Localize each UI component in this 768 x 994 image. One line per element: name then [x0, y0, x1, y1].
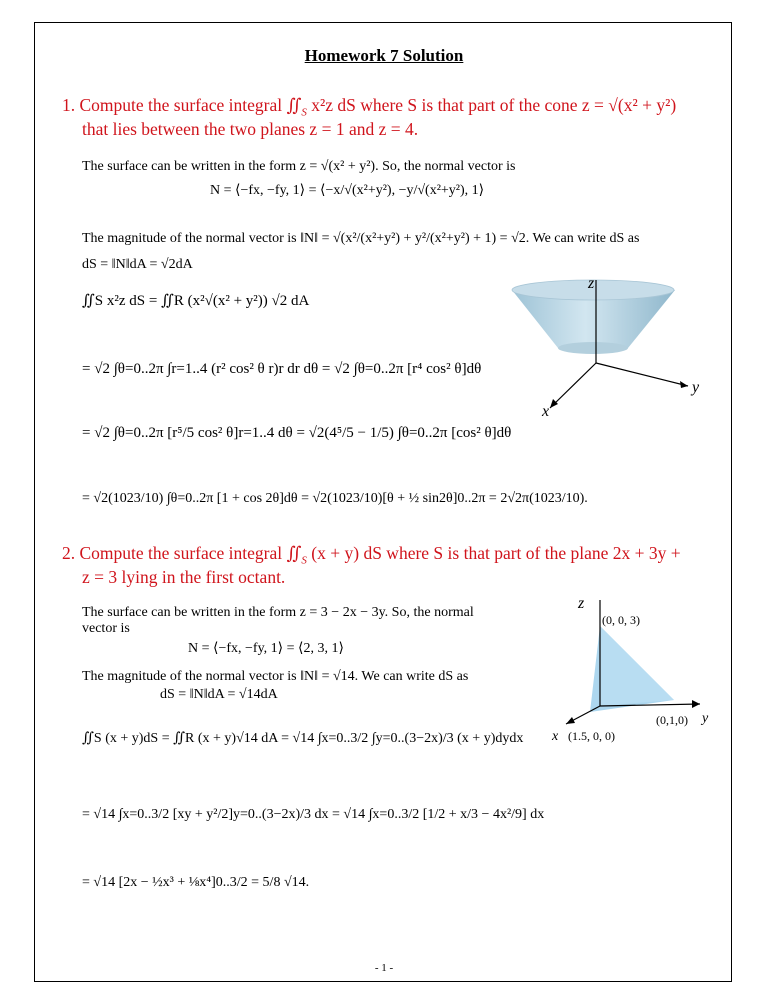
point-x-label: (1.5, 0, 0) — [568, 729, 615, 743]
problem2-ds: dS = ‖N‖dA = √14dA — [160, 687, 278, 702]
problem1-statement-a: Compute the surface integral ∬ — [79, 95, 302, 115]
problem2-number: 2. — [62, 543, 76, 563]
page-title: Homework 7 Solution — [304, 46, 464, 65]
x-axis-arrow-icon — [566, 717, 575, 724]
problem2-step3: = √14 [2x − ½x³ + ⅛x⁴]0..3/2 = 5/8 √14. — [82, 875, 310, 890]
x-axis-label: x — [542, 403, 550, 418]
point-z-label: (0, 0, 3) — [602, 613, 640, 627]
problem2-line2: vector is — [82, 621, 130, 636]
problem2-statement-c: z = 3 lying in the first octant. — [82, 567, 286, 587]
problem2-step1: ∬S (x + y)dS = ∬R (x + y)√14 dA = √14 ∫x=0..3/2 ∫y=0..(3−2x)/3 (x + y)dydx — [82, 731, 524, 746]
problem2-statement-b: (x + y) dS where S is that part of the plane 2x + 3y + — [311, 543, 681, 563]
y-axis-arrow-icon — [692, 700, 700, 708]
page-number: - 1 - — [374, 962, 394, 974]
x-axis — [550, 363, 596, 408]
cone-figure — [500, 268, 710, 418]
problem1-number: 1. — [62, 95, 76, 115]
cone-bottom-rim — [558, 342, 628, 354]
problem1-normal: N = ⟨−fx, −fy, 1⟩ = ⟨−x/√(x²+y²), −y/√(x²+y²), 1⟩ — [210, 183, 485, 198]
y-axis-arrow-icon — [680, 381, 688, 388]
problem1-statement: 1. Compute the surface integral $∬_S$ x²z dS where S is that part of the cone z = √(x² + y²) — [62, 95, 677, 119]
y-axis — [596, 363, 688, 386]
x-axis-label: x — [552, 729, 559, 744]
problem2-step2: = √14 ∫x=0..3/2 [xy + y²/2]y=0..(3−2x)/3 dx = √14 ∫x=0..3/2 [1/2 + x/3 − 4x²/9] dx — [82, 807, 545, 822]
point-y-label: (0,1,0) — [656, 713, 688, 727]
problem1-line1: The surface can be written in the form z = √(x² + y²). So, the normal vector is — [82, 159, 516, 174]
problem1-statement-c: that lies between the two planes z = 1 and z = 4. — [82, 119, 419, 139]
z-axis-label: z — [588, 275, 595, 292]
problem1-step2: = √2 ∫θ=0..2π ∫r=1..4 (r² cos² θ r)r dr dθ = √2 ∫θ=0..2π [r⁴ cos² θ]dθ — [82, 361, 482, 377]
plane-figure — [530, 590, 710, 770]
problem2-magnitude: The magnitude of the normal vector is ‖N‖ = √14. We can write dS as — [82, 669, 469, 684]
z-axis-label: z — [578, 595, 585, 612]
y-axis-label: y — [692, 379, 700, 396]
plane-side — [600, 626, 674, 706]
problem2-statement: 2. Compute the surface integral $∬_S$ (x + y) dS where S is that part of the plane 2x + 3y + — [62, 543, 681, 567]
problem1-ds: dS = ‖N‖dA = √2dA — [82, 257, 193, 272]
x-axis-arrow-icon — [550, 399, 558, 408]
problem1-step3: = √2 ∫θ=0..2π [r⁵/5 cos² θ]r=1..4 dθ = √2(4⁵/5 − 1/5) ∫θ=0..2π [cos² θ]dθ — [82, 425, 512, 441]
problem1-step4: = √2(1023/10) ∫θ=0..2π [1 + cos 2θ]dθ = √2(1023/10)[θ + ½ sin2θ]0..2π = 2√2π(1023/10). — [82, 491, 588, 506]
problem1-statement-b: x²z dS where S is that part of the cone z = √(x² + y²) — [311, 95, 677, 115]
problem1-step1: ∬S x²z dS = ∬R (x²√(x² + y²)) √2 dA — [82, 293, 310, 309]
problem2-normal: N = ⟨−fx, −fy, 1⟩ = ⟨2, 3, 1⟩ — [188, 641, 344, 656]
problem2-line1: The surface can be written in the form z = 3 − 2x − 3y. So, the normal — [82, 605, 474, 620]
problem2-statement-a: Compute the surface integral ∬ — [79, 543, 302, 563]
problem1-magnitude: The magnitude of the normal vector is ‖N‖ = √(x²/(x²+y²) + y²/(x²+y²) + 1) = √2. We can write dS as — [82, 231, 640, 246]
y-axis-label: y — [702, 711, 709, 726]
